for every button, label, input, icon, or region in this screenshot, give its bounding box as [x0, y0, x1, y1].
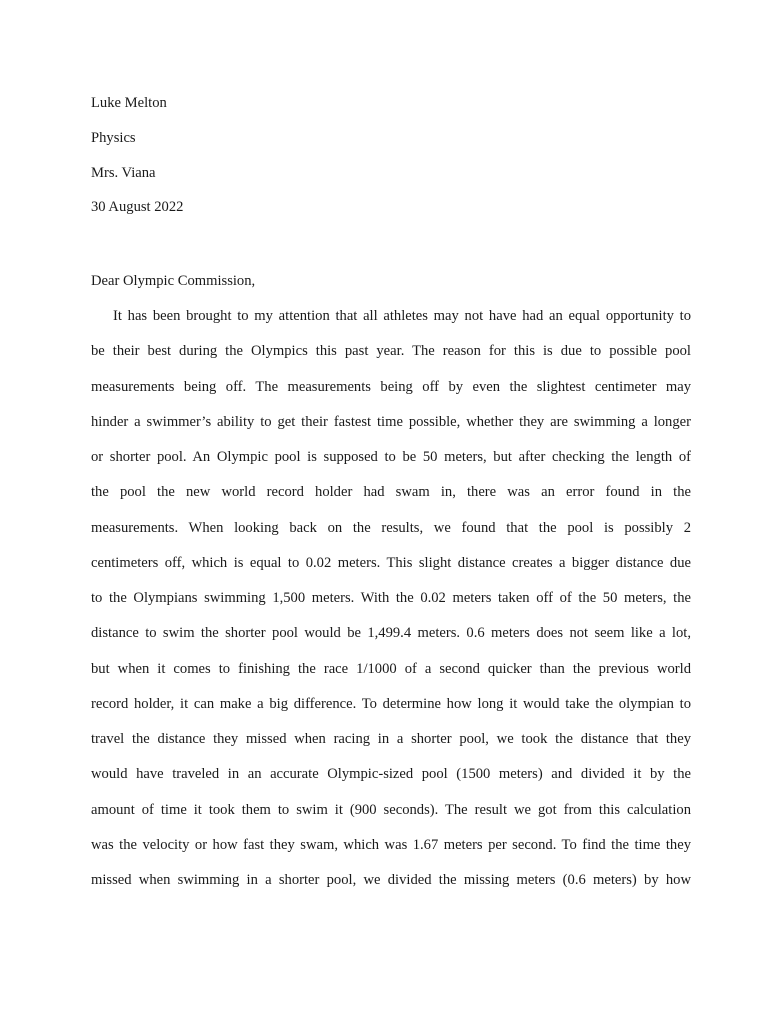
course-subject: Physics	[91, 129, 136, 146]
body-line: would have traveled in an accurate Olympic-sized pool (1500 meters) and divided it by the	[91, 766, 691, 783]
body-line: measurements being off. The measurements being off by even the slightest centimeter may	[91, 378, 691, 395]
body-line: distance to swim the shorter pool would be 1,499.4 meters. 0.6 meters does not seem like a lot,	[91, 625, 691, 642]
body-line: measurements. When looking back on the results, we found that the pool is possibly 2	[91, 519, 691, 536]
body-line: was the velocity or how fast they swam, which was 1.67 meters per second. To find the time they	[91, 836, 691, 853]
body-line: the pool the new world record holder had swam in, there was an error found in the	[91, 484, 691, 501]
body-line: hinder a swimmer’s ability to get their fastest time possible, whether they are swimming a longer	[91, 413, 691, 430]
author-name: Luke Melton	[91, 95, 167, 111]
body-line: record holder, it can make a big difference. To determine how long it would take the olympian to	[91, 695, 691, 712]
body-line: amount of time it took them to swim it (900 seconds). The result we got from this calculation	[91, 801, 691, 818]
letter-body	[91, 299, 691, 898]
body-line: be their best during the Olympics this past year. The reason for this is due to possible pool	[91, 343, 691, 360]
teacher-name: Mrs. Viana	[91, 164, 156, 181]
salutation: Dear Olympic Commission,	[91, 273, 256, 289]
body-line: but when it comes to finishing the race 1/1000 of a second quicker than the previous world	[91, 660, 691, 677]
body-line: centimeters off, which is equal to 0.02 meters. This slight distance creates a bigger distance due	[91, 554, 691, 571]
body-line: to the Olympians swimming 1,500 meters. With the 0.02 meters taken off of the 50 meters, the	[91, 590, 691, 606]
body-line: travel the distance they missed when racing in a shorter pool, we took the distance that they	[91, 731, 691, 747]
letter-header	[91, 86, 691, 225]
body-line: or shorter pool. An Olympic pool is supposed to be 50 meters, but after checking the length of	[91, 449, 691, 465]
body-line: It has been brought to my attention that all athletes may not have had an equal opportunity to	[113, 308, 691, 324]
body-line: missed when swimming in a shorter pool, we divided the missing meters (0.6 meters) by how	[91, 872, 691, 888]
letter-date: 30 August 2022	[91, 199, 184, 216]
